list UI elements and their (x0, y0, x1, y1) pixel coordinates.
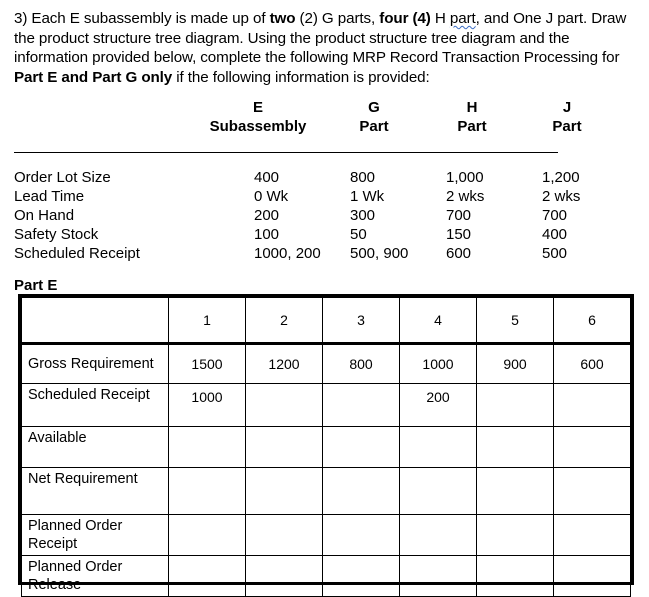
table-cell[interactable] (323, 556, 400, 597)
table-cell[interactable] (169, 468, 246, 515)
question-bold-four: four (4) (379, 10, 431, 27)
column-header-line2: Part (359, 118, 389, 135)
table-cell[interactable] (554, 384, 631, 427)
table-cell[interactable]: 1200 (246, 344, 323, 384)
table-row-gross-requirement (22, 344, 631, 384)
table-cell[interactable] (400, 427, 477, 468)
table-cell[interactable] (246, 515, 323, 556)
question-text (14, 9, 644, 87)
table-cell[interactable] (477, 384, 554, 427)
info-value: 1,200 (542, 169, 580, 186)
period-header: 1 (169, 298, 246, 344)
table-cell[interactable]: 1000 (169, 384, 246, 427)
table-cell[interactable] (477, 427, 554, 468)
table-cell[interactable] (246, 468, 323, 515)
info-value: 150 (446, 226, 472, 243)
info-label-scheduled-receipt: Scheduled Receipt (14, 245, 140, 262)
table-cell[interactable] (246, 384, 323, 427)
question-segment: (2) G parts, (295, 10, 380, 27)
table-cell[interactable] (477, 556, 554, 597)
info-value: 500, 900 (350, 245, 409, 262)
info-label-lead-time: Lead Time (14, 188, 85, 205)
question-segment: , and One J part. Draw the product structure tree diagram. Using the product structure tree diagram and the information provided below, complete the following MRP Record Transaction Processing for (14, 10, 627, 66)
table-row-scheduled-receipt (22, 384, 631, 427)
period-header: 2 (246, 298, 323, 344)
info-value: 400 (542, 226, 568, 243)
info-value: 100 (254, 226, 280, 243)
column-header-line2: Subassembly (209, 118, 307, 135)
info-value: 1,000 (446, 169, 484, 186)
table-cell[interactable] (246, 556, 323, 597)
info-label-on-hand: On Hand (14, 207, 75, 224)
info-value: 1000, 200 (254, 245, 321, 262)
column-header-j (537, 98, 597, 136)
column-header-h (442, 98, 502, 136)
info-value: 400 (254, 169, 280, 186)
info-value: 1 Wk (350, 188, 385, 205)
column-header-line2: Part (552, 118, 582, 135)
table-cell[interactable] (400, 515, 477, 556)
table-cell[interactable]: 800 (323, 344, 400, 384)
table-cell[interactable] (169, 427, 246, 468)
info-value: 800 (350, 169, 376, 186)
info-label-order-lot-size: Order Lot Size (14, 169, 111, 186)
question-segment: H (430, 10, 450, 27)
info-value: 700 (446, 207, 472, 224)
period-header: 6 (554, 298, 631, 344)
table-cell[interactable] (323, 468, 400, 515)
mrp-table-part-e (18, 294, 634, 593)
table-row-available (22, 427, 631, 468)
column-header-line1: H (466, 99, 478, 116)
table-cell[interactable] (169, 556, 246, 597)
info-value: 2 wks (446, 188, 485, 205)
info-value: 50 (350, 226, 367, 243)
table-cell[interactable] (323, 515, 400, 556)
table-cell[interactable] (169, 515, 246, 556)
table-cell[interactable] (323, 427, 400, 468)
info-value: 500 (542, 245, 568, 262)
table-cell[interactable]: 600 (554, 344, 631, 384)
info-value: 700 (542, 207, 568, 224)
row-label: Scheduled Receipt (22, 384, 169, 427)
row-label: Planned Order Release (22, 556, 169, 597)
column-header-e (200, 98, 316, 136)
row-label: Net Requirement (22, 468, 169, 515)
column-header-line1: E (252, 99, 263, 116)
column-header-line1: G (368, 99, 380, 116)
column-header-line2: Part (457, 118, 487, 135)
question-segment: if the following information is provided: (172, 68, 430, 86)
info-value: 0 Wk (254, 188, 289, 205)
table-cell[interactable] (554, 556, 631, 597)
table-cell[interactable]: 1500 (169, 344, 246, 384)
info-value: 2 wks (542, 188, 581, 205)
column-header-g (344, 98, 404, 136)
table-row-planned-order-release (22, 556, 631, 597)
info-value: 200 (254, 207, 280, 224)
row-label: Available (22, 427, 169, 468)
table-cell[interactable] (400, 468, 477, 515)
table-header-row (22, 298, 631, 344)
period-header: 4 (400, 298, 477, 344)
table-cell[interactable]: 200 (400, 384, 477, 427)
spellcheck-word: part (449, 10, 476, 27)
table-row-net-requirement (22, 468, 631, 515)
row-label: Gross Requirement (22, 344, 169, 384)
row-label: Planned Order Receipt (22, 515, 169, 556)
table-cell[interactable] (554, 427, 631, 468)
table-cell[interactable]: 900 (477, 344, 554, 384)
table-cell[interactable] (477, 468, 554, 515)
period-header: 3 (323, 298, 400, 344)
info-label-safety-stock: Safety Stock (14, 226, 99, 243)
table-cell[interactable] (400, 556, 477, 597)
period-header: 5 (477, 298, 554, 344)
question-bold-two: two (269, 10, 296, 27)
part-e-title: Part E (14, 277, 58, 294)
table-cell[interactable] (477, 515, 554, 556)
header-divider (14, 152, 558, 153)
info-value: 600 (446, 245, 472, 262)
table-cell[interactable] (554, 468, 631, 515)
question-segment: 3) Each E subassembly is made up of (14, 10, 270, 27)
table-cell[interactable]: 1000 (400, 344, 477, 384)
table-cell[interactable] (246, 427, 323, 468)
column-header-line1: J (562, 99, 572, 116)
table-corner-cell (22, 298, 169, 344)
question-bold-parts: Part E and Part G only (14, 68, 173, 86)
table-cell[interactable] (323, 384, 400, 427)
table-cell[interactable] (554, 515, 631, 556)
table-row-planned-order-receipt (22, 515, 631, 556)
info-value: 300 (350, 207, 376, 224)
